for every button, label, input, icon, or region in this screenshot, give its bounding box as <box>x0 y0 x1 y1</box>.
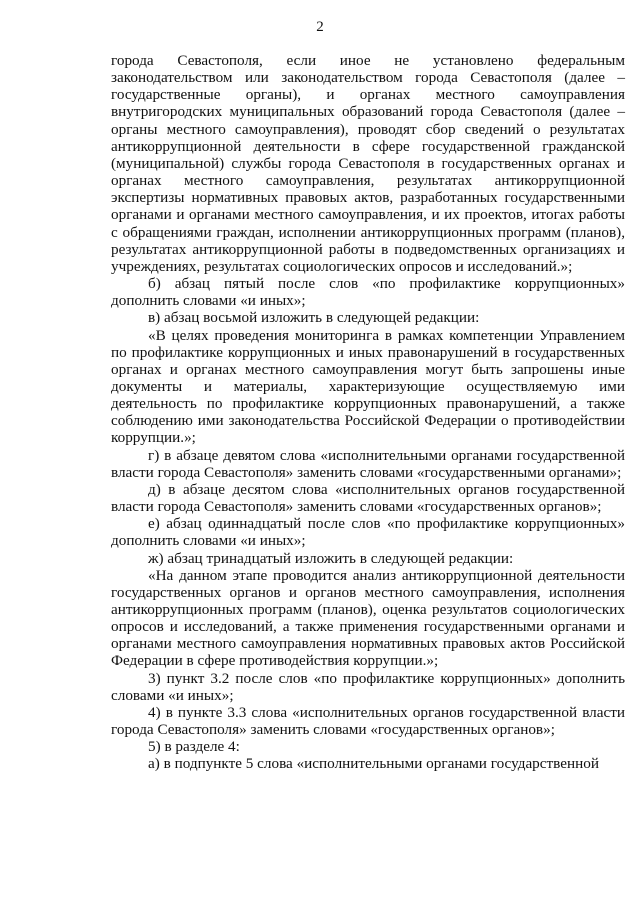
paragraph-e: е) абзац одиннадцатый после слов «по профилактике коррупционных» дополнить словами «и иных»; <box>111 515 625 550</box>
document-body <box>111 52 625 773</box>
item-3: 3) пункт 3.2 после слов «по профилактике коррупционных» дополнить словами «и иных»; <box>111 669 625 704</box>
paragraph-zh: ж) абзац тринадцатый изложить в следующей редакции: <box>148 549 514 567</box>
paragraph-zh-quote: «На данном этапе проводится анализ антикоррупционной деятельности государственных органов и органов местного самоуправления, исполнения антикоррупционных программ (планов), оценка результатов социологических опросов и исследований, а также применения государственными органами и органами местного самоуправления нормативных правовых актов Российской Федерации в сфере противодействия коррупции.»; <box>111 566 625 670</box>
paragraph-b: б) абзац пятый после слов «по профилактике коррупционных» дополнить словами «и иных»; <box>111 275 625 310</box>
page-number: 2 <box>316 19 324 35</box>
item-5-a: а) в подпункте 5 слова «исполнительными органами государственной <box>148 755 599 773</box>
item-5: 5) в разделе 4: <box>148 738 240 756</box>
paragraph-d: д) в абзаце десятом слова «исполнительных органов государственной власти города Севастополя» заменить словами «государственных органов»; <box>111 480 625 516</box>
paragraph-continuation: города Севастополя, если иное не установлено федеральным законодательством или законодательством города Севастополя (далее – государственные органы), и органах местного самоуправления внутригородских муниципальных образований города Севастополя (далее – органы местного самоуправления), проводят сбор сведений о результатах антикоррупционной деятельности в сфере государственной гражданской (муниципальной) службы города Севастополя в государственных органах и органах местного самоуправления, результатах антикоррупционной экспертизы нормативных правовых актов, разработанных государственными органами и органами местного самоуправления, и их проектов, итогах работы с обращениями граждан, исполнении антикоррупционных программ (планов), результатах антикоррупционной работы в подведомственных организациях и учреждениях, результатах социологических опросов и исследований.»; <box>111 52 625 275</box>
item-4: 4) в пункте 3.3 слова «исполнительных органов государственной власти города Севастополя» заменить словами «государственных органов»; <box>111 703 625 739</box>
paragraph-g: г) в абзаце девятом слова «исполнительными органами государственной власти города Севастополя» заменить словами «государственными органами»; <box>111 446 625 481</box>
paragraph-v: в) абзац восьмой изложить в следующей редакции: <box>148 309 480 327</box>
paragraph-v-quote: «В целях проведения мониторинга в рамках компетенции Управлением по профилактике коррупционных и иных правонарушений в государственных органах и органах местного самоуправления могут быть запрошены иные документы и материалы, характеризующие осуществляемую ими деятельность по профилактике коррупционных правонарушений, а также соблюдению ими законодательства Российской Федерации о противодействии коррупции.»; <box>111 326 625 447</box>
